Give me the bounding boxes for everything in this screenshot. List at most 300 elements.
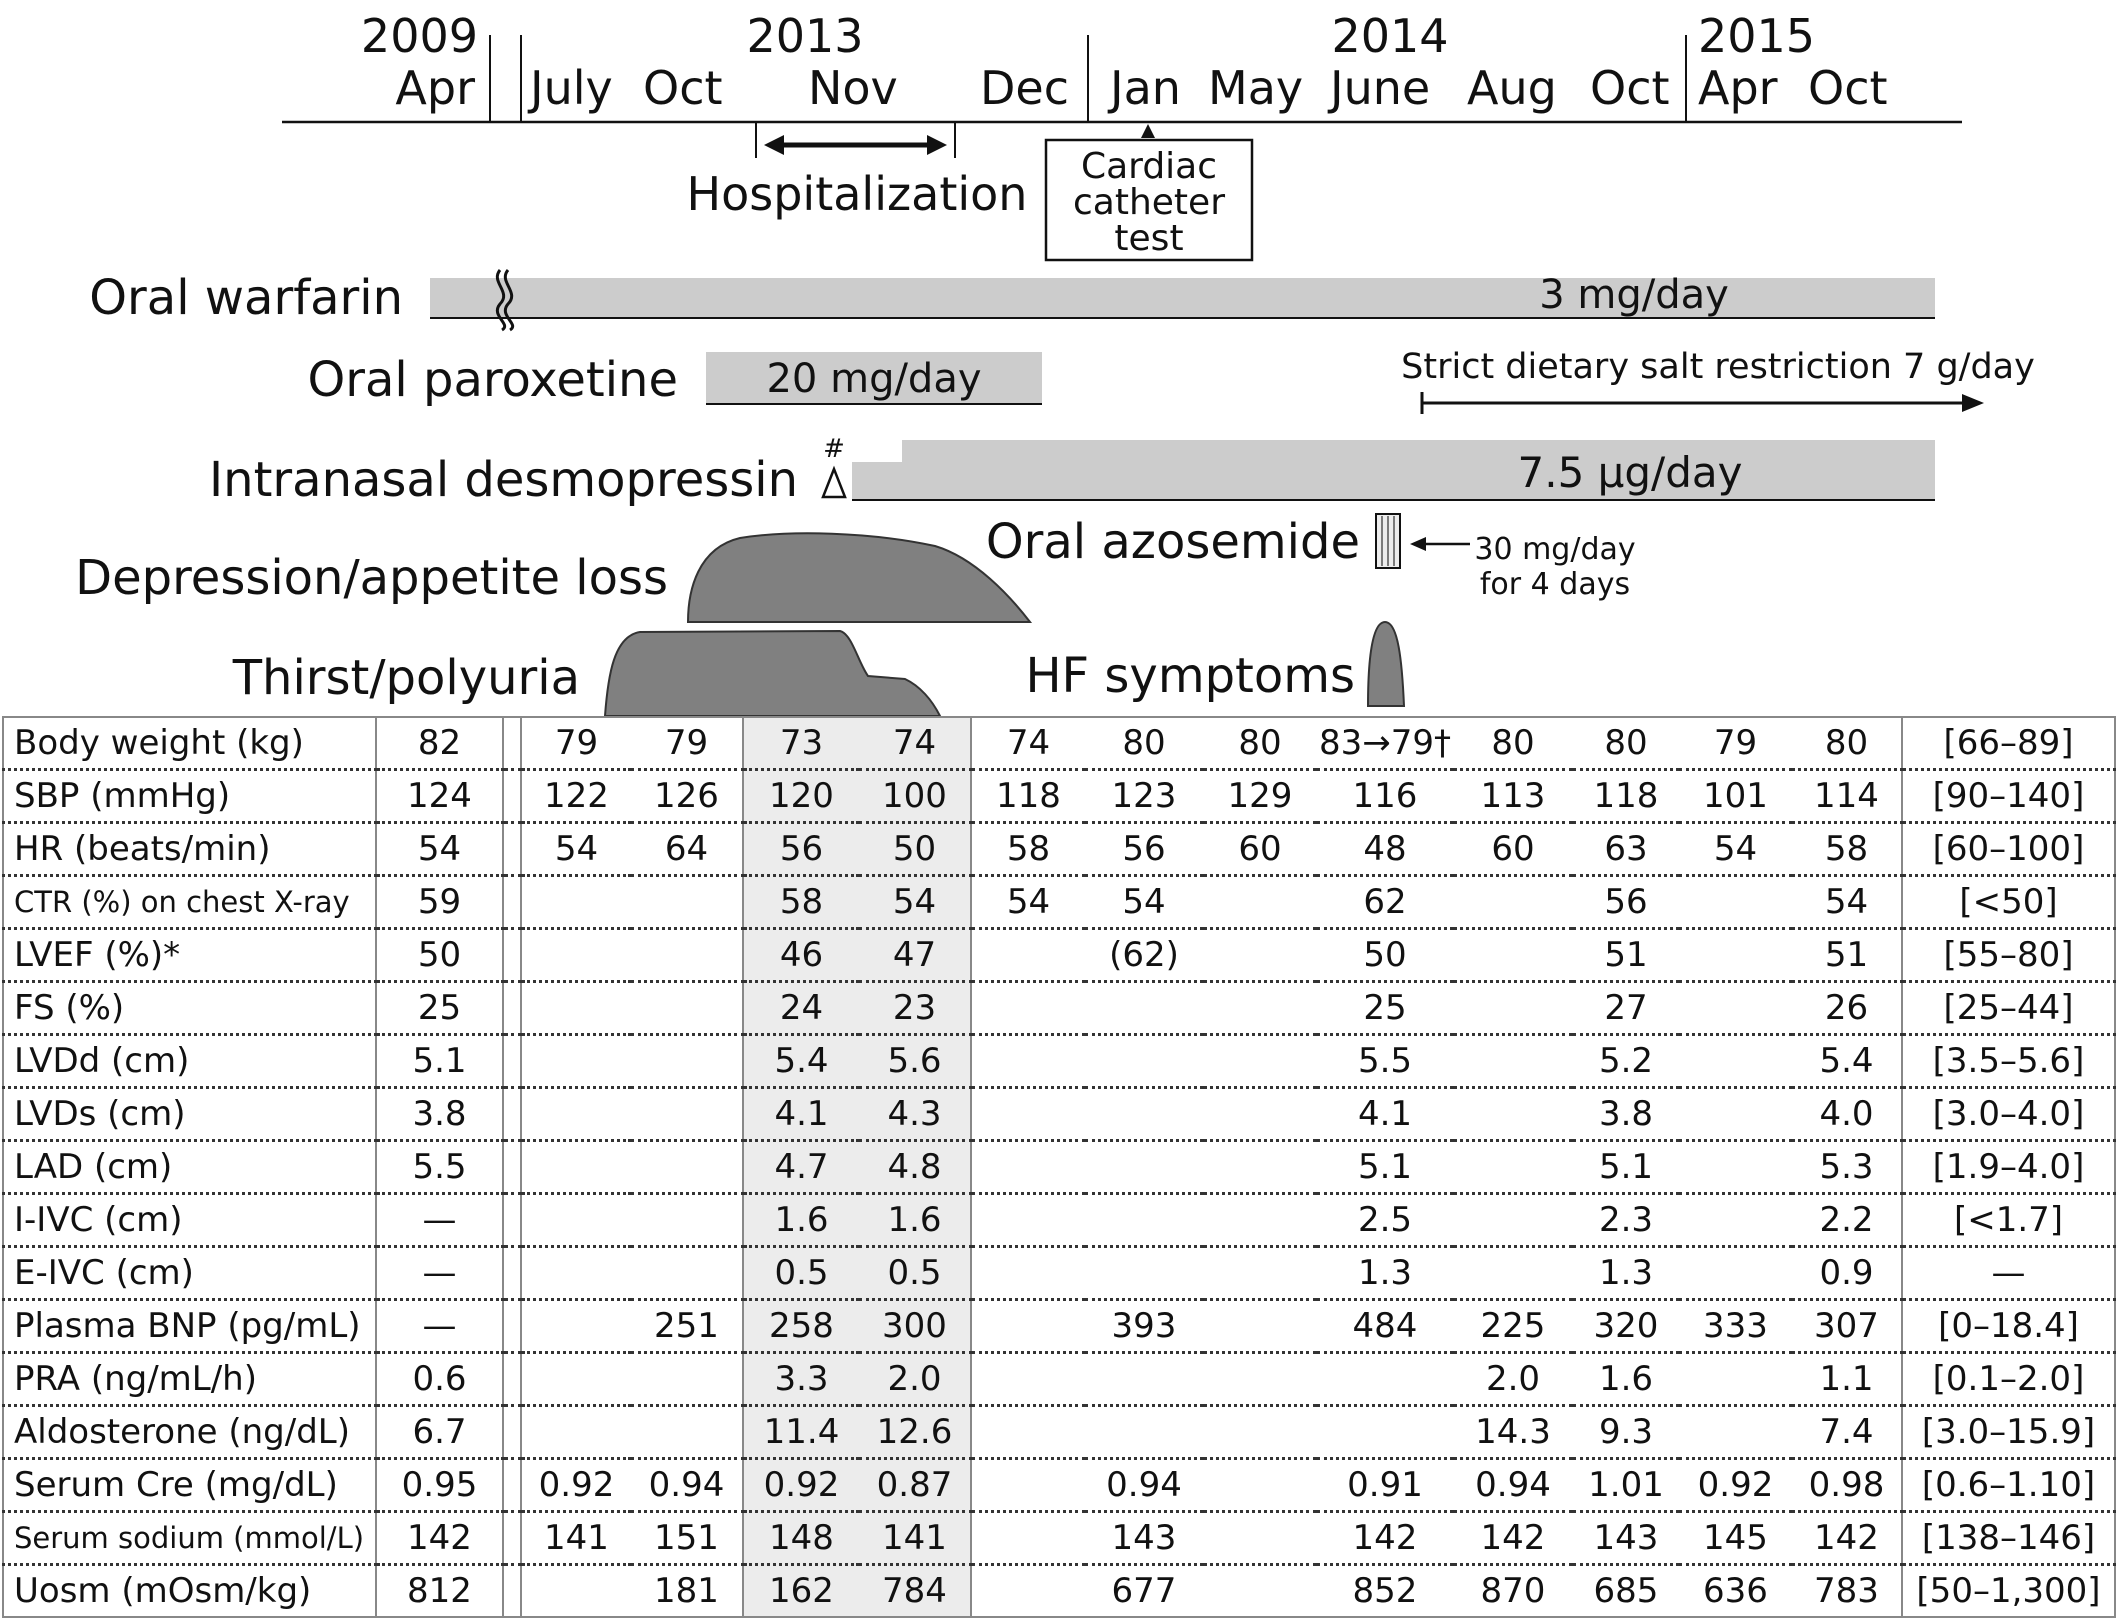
table-cell: 251: [631, 1300, 743, 1353]
table-cell: [521, 1141, 631, 1194]
table-cell: [1085, 1406, 1203, 1459]
table-cell: 58: [971, 823, 1085, 876]
row-label: Uosm (mOsm/kg): [3, 1565, 376, 1618]
table-cell: 5.1: [1317, 1141, 1453, 1194]
timeline-gap-cell: [503, 1300, 521, 1353]
desmopressin-marker: #: [823, 434, 845, 464]
reference-range-cell: [<1.7]: [1902, 1194, 2115, 1247]
table-cell: 636: [1679, 1565, 1792, 1618]
table-cell: [1453, 1035, 1573, 1088]
table-cell: 393: [1085, 1300, 1203, 1353]
table-cell: [631, 876, 743, 929]
table-cell: [1203, 1406, 1317, 1459]
table-cell: 0.87: [859, 1459, 971, 1512]
timeline-gap-cell: [503, 1194, 521, 1247]
depression-curve: [688, 533, 1030, 622]
table-cell: 120: [743, 770, 859, 823]
table-cell: 56: [743, 823, 859, 876]
row-label: FS (%): [3, 982, 376, 1035]
row-label: SBP (mmHg): [3, 770, 376, 823]
table-cell: 79: [631, 717, 743, 770]
table-cell: 64: [631, 823, 743, 876]
table-cell: 12.6: [859, 1406, 971, 1459]
reference-range-cell: [1.9–4.0]: [1902, 1141, 2115, 1194]
table-cell: [631, 929, 743, 982]
table-cell: 50: [376, 929, 503, 982]
table-cell: 4.7: [743, 1141, 859, 1194]
table-cell: [971, 1565, 1085, 1618]
table-cell: [971, 1088, 1085, 1141]
reference-range-cell: [3.0–15.9]: [1902, 1406, 2115, 1459]
table-cell: [1453, 929, 1573, 982]
table-cell: 0.95: [376, 1459, 503, 1512]
table-cell: [971, 1194, 1085, 1247]
table-cell: 784: [859, 1565, 971, 1618]
row-label: Aldosterone (ng/dL): [3, 1406, 376, 1459]
timeline-gap-cell: [503, 1406, 521, 1459]
reference-range-cell: [138–146]: [1902, 1512, 2115, 1565]
table-cell: [631, 1406, 743, 1459]
table-row: [3, 1194, 2115, 1247]
table-cell: 5.4: [743, 1035, 859, 1088]
depression-label: Depression/appetite loss: [75, 550, 668, 606]
table-cell: 0.94: [1453, 1459, 1573, 1512]
table-cell: [1203, 929, 1317, 982]
azosemide-note: for 4 days: [1479, 567, 1631, 602]
reference-range-cell: [3.0–4.0]: [1902, 1088, 2115, 1141]
table-cell: 5.5: [1317, 1035, 1453, 1088]
month-label: Dec: [980, 61, 1070, 115]
table-cell: [1679, 876, 1792, 929]
table-cell: 0.9: [1792, 1247, 1902, 1300]
year-label: 2009: [360, 9, 478, 63]
table-cell: [521, 1300, 631, 1353]
month-label: Oct: [1808, 61, 1888, 115]
table-cell: [1085, 1194, 1203, 1247]
table-cell: 100: [859, 770, 971, 823]
table-cell: 4.1: [743, 1088, 859, 1141]
table-cell: 80: [1453, 717, 1573, 770]
reference-range-cell: [90–140]: [1902, 770, 2115, 823]
table-cell: 143: [1085, 1512, 1203, 1565]
table-cell: 0.92: [1679, 1459, 1792, 1512]
table-row: [3, 1565, 2115, 1618]
table-cell: [1679, 1141, 1792, 1194]
reference-range-cell: —: [1902, 1247, 2115, 1300]
table-cell: 3.8: [1573, 1088, 1679, 1141]
reference-range-cell: [0.1–2.0]: [1902, 1353, 2115, 1406]
table-cell: 79: [521, 717, 631, 770]
table-cell: 63: [1573, 823, 1679, 876]
table-cell: 48: [1317, 823, 1453, 876]
azosemide-label: Oral azosemide: [985, 514, 1360, 570]
month-label: Jan: [1110, 61, 1181, 115]
table-cell: [1203, 1247, 1317, 1300]
table-cell: 151: [631, 1512, 743, 1565]
table-cell: [1203, 1088, 1317, 1141]
table-row: [3, 1353, 2115, 1406]
month-label: Oct: [643, 61, 723, 115]
table-cell: [1203, 1035, 1317, 1088]
table-cell: 51: [1573, 929, 1679, 982]
table-cell: [971, 1300, 1085, 1353]
table-cell: [971, 982, 1085, 1035]
timeline-gap-cell: [503, 1512, 521, 1565]
table-cell: [1679, 1194, 1792, 1247]
hf-symptoms-label: HF symptoms: [1025, 648, 1355, 704]
table-cell: 1.6: [743, 1194, 859, 1247]
table-cell: 0.94: [1085, 1459, 1203, 1512]
table-cell: 1.01: [1573, 1459, 1679, 1512]
table-cell: 4.3: [859, 1088, 971, 1141]
azosemide-note: 30 mg/day: [1474, 532, 1636, 567]
table-cell: [971, 1035, 1085, 1088]
table-cell: 162: [743, 1565, 859, 1618]
row-label: CTR (%) on chest X-ray: [3, 876, 376, 929]
table-cell: [1085, 1353, 1203, 1406]
table-cell: 114: [1792, 770, 1902, 823]
table-cell: 83→79†: [1317, 717, 1453, 770]
month-label: Apr: [1698, 61, 1778, 115]
clinical-timeline-diagram: [0, 0, 2128, 716]
table-cell: 3.3: [743, 1353, 859, 1406]
row-label: LAD (cm): [3, 1141, 376, 1194]
table-cell: [1453, 1247, 1573, 1300]
reference-range-cell: [25–44]: [1902, 982, 2115, 1035]
timeline-gap-cell: [503, 717, 521, 770]
table-cell: 0.98: [1792, 1459, 1902, 1512]
table-cell: 333: [1679, 1300, 1792, 1353]
reference-range-cell: [55–80]: [1902, 929, 2115, 982]
table-cell: 14.3: [1453, 1406, 1573, 1459]
cardiac-test-label: Cardiac: [1080, 146, 1218, 187]
timeline-gap-cell: [503, 1247, 521, 1300]
table-cell: 3.8: [376, 1088, 503, 1141]
table-cell: 484: [1317, 1300, 1453, 1353]
cardiac-test-label: test: [1114, 218, 1184, 259]
clinical-data-table: [2, 716, 2116, 1618]
warfarin-dose: 3 mg/day: [1539, 272, 1729, 318]
table-cell: 51: [1792, 929, 1902, 982]
table-cell: 5.1: [376, 1035, 503, 1088]
table-cell: [1203, 1141, 1317, 1194]
table-cell: 129: [1203, 770, 1317, 823]
table-cell: 5.5: [376, 1141, 503, 1194]
table-cell: 58: [1792, 823, 1902, 876]
table-cell: [971, 1141, 1085, 1194]
table-cell: 307: [1792, 1300, 1902, 1353]
row-label: Body weight (kg): [3, 717, 376, 770]
timeline-gap-cell: [503, 770, 521, 823]
table-row: [3, 1247, 2115, 1300]
table-cell: [1453, 1088, 1573, 1141]
table-cell: 1.6: [1573, 1353, 1679, 1406]
table-cell: [521, 1565, 631, 1618]
table-cell: [521, 876, 631, 929]
warfarin-label: Oral warfarin: [89, 270, 403, 326]
table-cell: 80: [1573, 717, 1679, 770]
triangle-marker-icon: [823, 469, 845, 497]
table-cell: 225: [1453, 1300, 1573, 1353]
table-cell: [521, 1353, 631, 1406]
table-cell: (62): [1085, 929, 1203, 982]
table-row: [3, 876, 2115, 929]
table-cell: 82: [376, 717, 503, 770]
table-cell: 0.92: [521, 1459, 631, 1512]
table-cell: 59: [376, 876, 503, 929]
table-cell: 5.2: [1573, 1035, 1679, 1088]
table-row: [3, 770, 2115, 823]
table-cell: 80: [1203, 717, 1317, 770]
table-cell: 4.1: [1317, 1088, 1453, 1141]
table-cell: [1679, 1088, 1792, 1141]
table-cell: [1203, 1194, 1317, 1247]
table-cell: 812: [376, 1565, 503, 1618]
table-cell: 320: [1573, 1300, 1679, 1353]
year-label: 2015: [1698, 9, 1816, 63]
table-cell: 2.2: [1792, 1194, 1902, 1247]
table-row: [3, 823, 2115, 876]
table-cell: [1203, 1512, 1317, 1565]
table-cell: 27: [1573, 982, 1679, 1035]
table-cell: 73: [743, 717, 859, 770]
table-cell: 2.0: [1453, 1353, 1573, 1406]
table-cell: 142: [1792, 1512, 1902, 1565]
row-label: PRA (ng/mL/h): [3, 1353, 376, 1406]
table-cell: 1.3: [1317, 1247, 1453, 1300]
table-cell: [1453, 876, 1573, 929]
table-cell: [1085, 1141, 1203, 1194]
table-cell: 54: [859, 876, 971, 929]
table-cell: [631, 1353, 743, 1406]
table-cell: 24: [743, 982, 859, 1035]
table-row: [3, 1459, 2115, 1512]
table-cell: 2.3: [1573, 1194, 1679, 1247]
table-cell: 54: [1085, 876, 1203, 929]
table-cell: —: [376, 1300, 503, 1353]
thirst-curve: [605, 631, 940, 716]
table-cell: [1203, 1459, 1317, 1512]
timeline-gap-cell: [503, 929, 521, 982]
table-cell: [971, 929, 1085, 982]
table-row: [3, 929, 2115, 982]
table-cell: 4.8: [859, 1141, 971, 1194]
table-cell: [1453, 982, 1573, 1035]
table-row: [3, 1141, 2115, 1194]
timeline-gap-cell: [503, 982, 521, 1035]
table-cell: 181: [631, 1565, 743, 1618]
cardiac-test-marker-icon: [1141, 124, 1155, 138]
table-cell: 142: [1453, 1512, 1573, 1565]
table-cell: [971, 1247, 1085, 1300]
table-cell: [1317, 1406, 1453, 1459]
row-label: E-IVC (cm): [3, 1247, 376, 1300]
table-row: [3, 1300, 2115, 1353]
table-cell: 50: [1317, 929, 1453, 982]
reference-range-cell: [0.6–1.10]: [1902, 1459, 2115, 1512]
table-cell: 101: [1679, 770, 1792, 823]
row-label: Plasma BNP (pg/mL): [3, 1300, 376, 1353]
table-cell: [631, 1247, 743, 1300]
table-cell: 1.6: [859, 1194, 971, 1247]
month-label: May: [1208, 61, 1304, 115]
table-cell: [1679, 1406, 1792, 1459]
reference-range-cell: [0–18.4]: [1902, 1300, 2115, 1353]
month-label: Nov: [808, 61, 898, 115]
table-cell: [1203, 982, 1317, 1035]
table-cell: 56: [1085, 823, 1203, 876]
table-cell: 870: [1453, 1565, 1573, 1618]
table-cell: 148: [743, 1512, 859, 1565]
arrowhead-left-icon: [1410, 537, 1426, 551]
hf-symptoms-curve: [1368, 622, 1404, 706]
table-cell: 5.6: [859, 1035, 971, 1088]
month-label: July: [530, 61, 613, 115]
table-cell: [1085, 1088, 1203, 1141]
reference-range-cell: [60–100]: [1902, 823, 2115, 876]
table-cell: 6.7: [376, 1406, 503, 1459]
table-cell: 122: [521, 770, 631, 823]
table-cell: [521, 1035, 631, 1088]
table-cell: 60: [1203, 823, 1317, 876]
timeline-gap-cell: [503, 1141, 521, 1194]
table-cell: 79: [1679, 717, 1792, 770]
cardiac-test-label: catheter: [1073, 182, 1225, 223]
row-label: Serum Cre (mg/dL): [3, 1459, 376, 1512]
table-cell: [631, 1141, 743, 1194]
table-cell: [1453, 1141, 1573, 1194]
month-label: Oct: [1590, 61, 1670, 115]
table-cell: 54: [376, 823, 503, 876]
paroxetine-label: Oral paroxetine: [307, 352, 678, 408]
month-label: Apr: [395, 61, 475, 115]
table-cell: [971, 1459, 1085, 1512]
table-cell: 126: [631, 770, 743, 823]
timeline-gap-cell: [503, 1565, 521, 1618]
table-cell: 54: [1679, 823, 1792, 876]
table-cell: [631, 1088, 743, 1141]
table-cell: [631, 1035, 743, 1088]
table-cell: [1679, 929, 1792, 982]
table-row: [3, 1512, 2115, 1565]
table-cell: 23: [859, 982, 971, 1035]
table-cell: —: [376, 1247, 503, 1300]
table-cell: [521, 1194, 631, 1247]
table-row: [3, 717, 2115, 770]
table-cell: 143: [1573, 1512, 1679, 1565]
table-cell: 80: [1792, 717, 1902, 770]
table-cell: 141: [859, 1512, 971, 1565]
table-cell: 118: [1573, 770, 1679, 823]
table-cell: [971, 1353, 1085, 1406]
table-cell: 142: [1317, 1512, 1453, 1565]
arrowhead-left-icon: [764, 135, 784, 155]
table-cell: 56: [1573, 876, 1679, 929]
table-row: [3, 1035, 2115, 1088]
desmopressin-bar: [852, 440, 1935, 500]
table-cell: 50: [859, 823, 971, 876]
table-cell: 5.1: [1573, 1141, 1679, 1194]
table-cell: 46: [743, 929, 859, 982]
table-cell: 852: [1317, 1565, 1453, 1618]
table-cell: [1679, 982, 1792, 1035]
table-cell: 25: [376, 982, 503, 1035]
table-cell: [1679, 1247, 1792, 1300]
table-cell: 0.5: [743, 1247, 859, 1300]
table-cell: [521, 1088, 631, 1141]
table-cell: [1453, 1194, 1573, 1247]
timeline-gap-cell: [503, 1035, 521, 1088]
table-cell: 5.4: [1792, 1035, 1902, 1088]
reference-range-cell: [50–1,300]: [1902, 1565, 2115, 1618]
table-cell: 123: [1085, 770, 1203, 823]
timeline-gap-cell: [503, 823, 521, 876]
table-cell: [521, 982, 631, 1035]
table-cell: 0.92: [743, 1459, 859, 1512]
table-cell: [1203, 1300, 1317, 1353]
table-cell: 141: [521, 1512, 631, 1565]
table-cell: 25: [1317, 982, 1453, 1035]
arrowhead-right-icon: [1962, 394, 1984, 412]
table-cell: 4.0: [1792, 1088, 1902, 1141]
table-cell: 74: [971, 717, 1085, 770]
reference-range-cell: [<50]: [1902, 876, 2115, 929]
table-cell: 60: [1453, 823, 1573, 876]
table-cell: 54: [971, 876, 1085, 929]
table-cell: 258: [743, 1300, 859, 1353]
table-cell: 62: [1317, 876, 1453, 929]
row-label: HR (beats/min): [3, 823, 376, 876]
reference-range-cell: [3.5–5.6]: [1902, 1035, 2115, 1088]
month-label: June: [1330, 61, 1431, 115]
table-cell: 2.5: [1317, 1194, 1453, 1247]
table-cell: 0.94: [631, 1459, 743, 1512]
table-cell: [521, 1247, 631, 1300]
table-cell: [521, 929, 631, 982]
thirst-label: Thirst/polyuria: [232, 650, 580, 706]
table-cell: 5.3: [1792, 1141, 1902, 1194]
reference-range-cell: [66–89]: [1902, 717, 2115, 770]
table-cell: 1.1: [1792, 1353, 1902, 1406]
table-cell: 2.0: [859, 1353, 971, 1406]
table-row: [3, 982, 2115, 1035]
table-cell: 116: [1317, 770, 1453, 823]
year-label: 2013: [746, 9, 864, 63]
desmopressin-label: Intranasal desmopressin: [209, 452, 798, 508]
timeline-gap-cell: [503, 1088, 521, 1141]
arrowhead-right-icon: [927, 135, 947, 155]
table-cell: [521, 1406, 631, 1459]
table-cell: [1317, 1353, 1453, 1406]
table-cell: [1679, 1353, 1792, 1406]
table-cell: [971, 1406, 1085, 1459]
salt-restriction-label: Strict dietary salt restriction 7 g/day: [1401, 347, 2035, 387]
table-cell: 142: [376, 1512, 503, 1565]
table-cell: 26: [1792, 982, 1902, 1035]
table-cell: [1203, 876, 1317, 929]
table-cell: [1203, 1353, 1317, 1406]
table-cell: 7.4: [1792, 1406, 1902, 1459]
table-cell: 300: [859, 1300, 971, 1353]
table-cell: 0.6: [376, 1353, 503, 1406]
table-cell: 9.3: [1573, 1406, 1679, 1459]
table-cell: [631, 982, 743, 1035]
table-cell: [1679, 1035, 1792, 1088]
row-label: Serum sodium (mmol/L): [3, 1512, 376, 1565]
table-cell: 1.3: [1573, 1247, 1679, 1300]
timeline-gap-cell: [503, 876, 521, 929]
desmopressin-dose: 7.5 μg/day: [1517, 448, 1743, 497]
